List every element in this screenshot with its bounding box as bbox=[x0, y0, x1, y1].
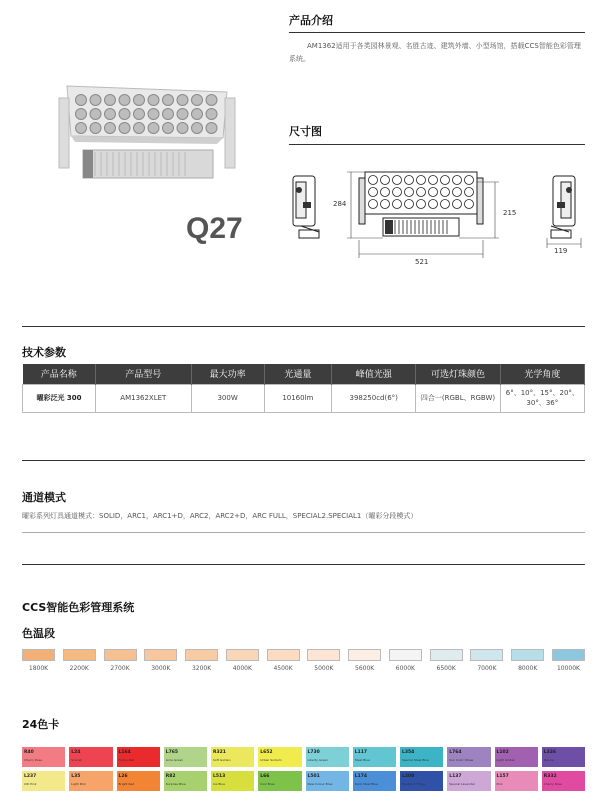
led-lens bbox=[119, 109, 130, 120]
color-card-swatch bbox=[353, 747, 396, 767]
color-card-swatch bbox=[400, 771, 443, 791]
color-card-code: L164 bbox=[118, 750, 131, 755]
color-card-swatch bbox=[211, 747, 254, 767]
channel-title: 通道模式 bbox=[22, 491, 66, 504]
led-lens bbox=[134, 109, 145, 120]
spec-cell: 10160lm bbox=[264, 384, 331, 412]
led-lens bbox=[163, 109, 174, 120]
color-card-code: R332 bbox=[543, 774, 557, 779]
intro-text: AM1362适用于各类园林景观、名胜古迹、建筑外墙、小型场馆，搭载CCS智能色彩管理系统。 bbox=[289, 42, 581, 63]
spec-data-row bbox=[23, 384, 585, 412]
color-card-code: L326 bbox=[543, 750, 557, 755]
model-label: Q27 bbox=[186, 212, 243, 245]
color-temp-label: 10000K bbox=[556, 665, 580, 672]
dim-label-521: 521 bbox=[415, 258, 429, 266]
color-card-name: Steel Blue bbox=[354, 758, 370, 762]
color-card-name: Pink bbox=[496, 782, 503, 786]
led-lens bbox=[192, 95, 203, 106]
color-card-name: Light Pink bbox=[71, 782, 86, 786]
spec-cell: 300W bbox=[191, 384, 264, 412]
dim-label-119: 119 bbox=[554, 247, 568, 255]
color-temp-swatch bbox=[185, 649, 218, 661]
color-card-name: Mauve bbox=[543, 758, 554, 762]
spec-cell: 398250cd(6°) bbox=[332, 384, 416, 412]
color-temp-item bbox=[185, 649, 218, 672]
color-temp-swatch bbox=[226, 649, 259, 661]
color-card-title: 24色卡 bbox=[22, 718, 60, 731]
color-card-name: Special Steel Blue bbox=[402, 758, 429, 762]
led-lens bbox=[90, 109, 101, 120]
color-temp-label: 1800K bbox=[28, 665, 49, 672]
color-card-swatch bbox=[306, 771, 349, 791]
color-card-swatch bbox=[306, 747, 349, 767]
color-temp-label: 4500K bbox=[273, 665, 293, 672]
led-lens bbox=[177, 109, 188, 120]
color-card-name: Lime Green bbox=[165, 758, 184, 762]
led-lens bbox=[105, 123, 116, 134]
led-lens bbox=[105, 109, 116, 120]
led-lens bbox=[148, 123, 159, 134]
color-card-code: L157 bbox=[496, 774, 509, 779]
spec-header-row bbox=[23, 364, 585, 384]
spec-cell: AM1362XLET bbox=[96, 384, 192, 412]
color-card-name: Cherry Rose bbox=[543, 782, 562, 786]
color-card-name: Flame Red bbox=[118, 758, 135, 762]
spec-header-cell: 光通量 bbox=[264, 364, 331, 384]
color-card-swatch bbox=[495, 771, 538, 791]
spec-header-cell: 产品名称 bbox=[23, 364, 96, 384]
product-image bbox=[55, 78, 245, 188]
color-card-code: L354 bbox=[402, 750, 415, 755]
led-lens bbox=[177, 123, 188, 134]
color-temp-swatch bbox=[511, 649, 544, 661]
led-lens bbox=[163, 123, 174, 134]
color-temp-label: 6500K bbox=[436, 665, 456, 672]
spec-cell: 四合一(RGBL、RGBW) bbox=[416, 384, 500, 412]
color-card-swatch bbox=[542, 771, 585, 791]
led-lens bbox=[177, 95, 188, 106]
color-card-name: Light Amber bbox=[496, 758, 515, 762]
color-card-swatch bbox=[69, 747, 112, 767]
color-temp-item bbox=[348, 649, 381, 672]
led-lens bbox=[148, 109, 159, 120]
led-lens bbox=[163, 95, 174, 106]
led-lens bbox=[206, 95, 217, 106]
color-card-name: New Colour Blue bbox=[307, 782, 333, 786]
dimension-drawing bbox=[285, 160, 590, 270]
specs-title: 技术参数 bbox=[22, 346, 66, 359]
color-card-name: Soft Golden bbox=[213, 758, 231, 762]
led-lens bbox=[90, 95, 101, 106]
color-temp-swatch bbox=[63, 649, 96, 661]
color-temp-swatch bbox=[144, 649, 177, 661]
led-lens bbox=[119, 123, 130, 134]
color-card-swatch bbox=[117, 771, 160, 791]
color-card-swatch bbox=[69, 771, 112, 791]
led-lens bbox=[192, 123, 203, 134]
color-card-name: Cherry Rose bbox=[24, 758, 43, 762]
led-lens bbox=[134, 95, 145, 106]
color-card-swatch bbox=[164, 747, 207, 767]
color-temp-item bbox=[226, 649, 259, 672]
color-card-name: Bright Red bbox=[118, 782, 135, 786]
color-card-swatch bbox=[353, 771, 396, 791]
color-temp-swatch bbox=[552, 649, 585, 661]
color-card-code: L26 bbox=[118, 774, 128, 779]
color-card-code: L764 bbox=[449, 750, 462, 755]
spec-header-cell: 最大功率 bbox=[191, 364, 264, 384]
color-temp-label: 5600K bbox=[355, 665, 375, 672]
color-card-code: R40 bbox=[24, 750, 34, 755]
color-card-name: Urban Sodium bbox=[260, 758, 282, 762]
color-card-swatch bbox=[211, 771, 254, 791]
color-card-swatch bbox=[542, 747, 585, 767]
led-lens bbox=[206, 109, 217, 120]
color-temp-label: 7000K bbox=[477, 665, 497, 672]
color-temp-label: 2700K bbox=[110, 665, 130, 672]
color-temp-item bbox=[307, 649, 340, 672]
color-temp-swatch bbox=[307, 649, 340, 661]
color-card-code: L652 bbox=[260, 750, 273, 755]
dim-label-284: 284 bbox=[333, 200, 347, 208]
color-card-code: L200 bbox=[402, 774, 415, 779]
color-card-swatch bbox=[495, 747, 538, 767]
color-temp-label: 3000K bbox=[151, 665, 171, 672]
color-card-code: L102 bbox=[496, 750, 509, 755]
color-card-name: Dark Steel Blue bbox=[354, 782, 379, 786]
color-temp-row bbox=[22, 649, 585, 672]
color-temp-label: 3200K bbox=[191, 665, 212, 672]
color-temp-item bbox=[430, 649, 463, 672]
dimensions-rule bbox=[289, 144, 585, 145]
color-temp-label: 5000K bbox=[314, 665, 334, 672]
color-card-name: CID Pink bbox=[24, 782, 37, 786]
color-temp-item bbox=[511, 649, 544, 672]
color-card-swatch bbox=[258, 747, 301, 767]
color-card-code: L513 bbox=[213, 774, 226, 779]
section-rule-2 bbox=[22, 460, 585, 461]
color-temp-item bbox=[22, 649, 55, 672]
channel-text: 曜彩系列灯具通道模式：SOLID，ARC1，ARC1+D，ARC2，ARC2+D，ARC FULL，SPECIAL2.SPECIAL1（曜彩分段模式） bbox=[22, 512, 418, 520]
led-lens bbox=[76, 123, 87, 134]
dimensions-title: 尺寸图 bbox=[289, 125, 322, 138]
color-temp-swatch bbox=[348, 649, 381, 661]
spec-header-cell: 峰值光强 bbox=[332, 364, 416, 384]
color-temp-swatch bbox=[389, 649, 422, 661]
led-lens bbox=[192, 109, 203, 120]
color-card-code: L66 bbox=[260, 774, 270, 779]
spec-header-cell: 光学角度 bbox=[500, 364, 584, 384]
spec-header-cell: 可选灯珠颜色 bbox=[416, 364, 500, 384]
color-card-swatch bbox=[164, 771, 207, 791]
color-temp-item bbox=[552, 649, 585, 672]
color-card-swatch bbox=[447, 747, 490, 767]
spec-header-cell: 产品型号 bbox=[96, 364, 192, 384]
color-card-swatch bbox=[400, 747, 443, 767]
spec-cell: 6°、10°、15°、20°、30°、36° bbox=[500, 384, 584, 412]
color-card-swatch bbox=[22, 747, 65, 767]
color-temp-swatch bbox=[104, 649, 137, 661]
color-temp-title: 色温段 bbox=[22, 627, 55, 640]
color-card-code: L501 bbox=[307, 774, 320, 779]
color-temp-swatch bbox=[430, 649, 463, 661]
color-temp-label: 8000K bbox=[518, 665, 538, 672]
intro-title: 产品介绍 bbox=[289, 14, 333, 27]
color-card-swatch bbox=[258, 771, 301, 791]
color-temp-item bbox=[267, 649, 300, 672]
led-lens bbox=[105, 95, 116, 106]
led-lens bbox=[119, 95, 130, 106]
color-temp-swatch bbox=[470, 649, 503, 661]
color-card-code: L137 bbox=[449, 774, 462, 779]
color-card-code: L174 bbox=[354, 774, 368, 779]
color-card-name: Double CT Blue bbox=[402, 782, 426, 786]
color-temp-item bbox=[63, 649, 96, 672]
spec-table bbox=[22, 364, 585, 413]
color-card-swatch bbox=[447, 771, 490, 791]
color-temp-item bbox=[389, 649, 422, 672]
color-temp-item bbox=[144, 649, 177, 672]
spec-cell: 曜彩泛光 300 bbox=[23, 384, 96, 412]
led-lens bbox=[90, 123, 101, 134]
color-card-name: Scarlet bbox=[71, 758, 82, 762]
color-temp-label: 4000K bbox=[232, 665, 252, 672]
section-rule-1 bbox=[22, 326, 585, 327]
color-card-code: L117 bbox=[354, 750, 368, 755]
color-card-name: Special Lavender bbox=[449, 782, 476, 786]
color-card-code: R82 bbox=[165, 774, 176, 779]
color-temp-item bbox=[470, 649, 503, 672]
color-card-name: Surprise Blue bbox=[165, 782, 186, 786]
color-card-code: L35 bbox=[71, 774, 81, 779]
led-lens bbox=[206, 123, 217, 134]
color-temp-label: 6000K bbox=[395, 665, 415, 672]
color-card-code: L765 bbox=[165, 750, 179, 755]
color-card-grid bbox=[22, 747, 585, 791]
led-lens bbox=[76, 109, 87, 120]
color-card-code: R321 bbox=[213, 750, 226, 755]
color-card-name: Liberty Green bbox=[307, 758, 328, 762]
color-card-name: Sun Color Straw bbox=[449, 758, 474, 762]
color-temp-label: 2200K bbox=[69, 665, 89, 672]
color-card-name: Cool Blue bbox=[260, 782, 275, 786]
color-card-code: L237 bbox=[24, 774, 37, 779]
channel-rule bbox=[22, 532, 585, 533]
color-temp-swatch bbox=[267, 649, 300, 661]
led-lens bbox=[148, 95, 159, 106]
color-temp-item bbox=[104, 649, 137, 672]
led-lens bbox=[134, 123, 145, 134]
color-card-code: L24 bbox=[71, 750, 81, 755]
color-card-swatch bbox=[22, 771, 65, 791]
dim-label-215: 215 bbox=[503, 209, 517, 217]
color-card-code: L730 bbox=[307, 750, 320, 755]
color-card-name: Ice Blue bbox=[213, 782, 225, 786]
color-temp-swatch bbox=[22, 649, 55, 661]
section-rule-3 bbox=[22, 564, 585, 565]
ccs-title: CCS智能色彩管理系统 bbox=[22, 601, 135, 614]
color-card-swatch bbox=[117, 747, 160, 767]
led-lens bbox=[76, 95, 87, 106]
intro-rule bbox=[289, 32, 585, 33]
